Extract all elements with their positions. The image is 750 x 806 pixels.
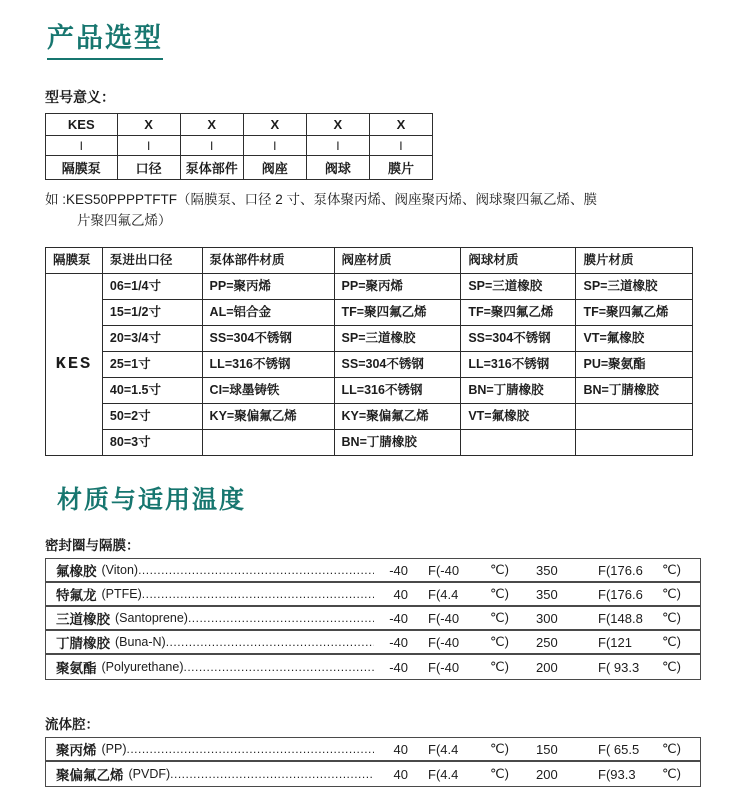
max-temp-f: 300 <box>536 610 558 626</box>
max-temp-f: 250 <box>536 634 558 650</box>
table-cell: 膜片 <box>369 156 432 180</box>
table-cell: 阀座 <box>243 156 306 180</box>
table-cell: PU=聚氨酯 <box>576 352 693 378</box>
material-name-en: (PVDF) <box>128 767 171 781</box>
column-header: 阀球材质 <box>461 248 576 274</box>
celsius-unit: ℃) <box>662 562 681 577</box>
max-temp-f: 150 <box>536 741 558 757</box>
celsius-unit: ℃) <box>490 741 509 756</box>
celsius-unit: ℃) <box>490 634 509 649</box>
seal-diaphragm-label: 密封圈与隔膜： <box>45 538 140 553</box>
celsius-unit: ℃) <box>490 586 509 601</box>
max-temp-c: F( 93.3 <box>598 659 640 675</box>
table-cell: SS=304不锈钢 <box>334 352 461 378</box>
table-cell <box>576 404 693 430</box>
material-name-en: (PP) <box>101 742 127 756</box>
table-cell: TF=聚四氟乙烯 <box>334 300 461 326</box>
example-line: 片聚四氟乙烯） <box>77 213 172 228</box>
table-cell: PP=聚丙烯 <box>202 274 334 300</box>
table-cell: SP=三道橡胶 <box>334 326 461 352</box>
table-row <box>46 559 700 583</box>
table-cell: X <box>180 114 243 136</box>
column-header: 泵体部件材质 <box>202 248 334 274</box>
celsius-unit: ℃) <box>490 562 509 577</box>
table-row <box>46 404 693 430</box>
table-cell: KES <box>46 114 118 136</box>
table-row <box>46 430 693 456</box>
table-cell: 50=2寸 <box>102 404 202 430</box>
max-temp-c: F(176.6 <box>598 562 643 578</box>
min-temp-f: 40 <box>393 586 408 602</box>
min-temp-f: -40 <box>389 562 408 578</box>
celsius-unit: ℃) <box>662 610 681 625</box>
table-cell: AL=铝合金 <box>202 300 334 326</box>
column-header: 膜片材质 <box>576 248 693 274</box>
table-row <box>46 762 700 786</box>
table-cell: I <box>117 136 180 156</box>
material-name: 丁腈橡胶 <box>56 636 110 651</box>
table-cell: 阀球 <box>306 156 369 180</box>
max-temp-c: F(121 <box>598 634 632 650</box>
material-name-en: (Viton) <box>101 563 139 577</box>
celsius-unit: ℃) <box>662 766 681 781</box>
table-cell: 25=1寸 <box>102 352 202 378</box>
dot-leader <box>170 767 374 781</box>
section-title-product-selection: 产品选型 <box>47 16 163 60</box>
table-cell: TF=聚四氟乙烯 <box>576 300 693 326</box>
min-temp-c: F(-40 <box>428 610 460 626</box>
table-cell: X <box>306 114 369 136</box>
dot-leader <box>142 587 374 601</box>
table-cell: LL=316不锈钢 <box>461 352 576 378</box>
table-cell: 20=3/4寸 <box>102 326 202 352</box>
max-temp-c: F(176.6 <box>598 586 643 602</box>
material-name-en: (Buna-N) <box>115 635 166 649</box>
table-row <box>46 738 700 762</box>
table-cell: I <box>243 136 306 156</box>
material-name-en: (PTFE) <box>101 587 142 601</box>
table-cell: X <box>243 114 306 136</box>
column-header: 泵进出口径 <box>102 248 202 274</box>
table-row <box>46 655 700 679</box>
table-cell: KY=聚偏氟乙烯 <box>202 404 334 430</box>
table-cell: SS=304不锈钢 <box>461 326 576 352</box>
table-cell: X <box>117 114 180 136</box>
max-temp-f: 350 <box>536 586 558 602</box>
table-row <box>46 136 433 156</box>
fluid-chamber-label: 流体腔： <box>45 717 99 732</box>
max-temp-f: 200 <box>536 659 558 675</box>
max-temp-c: F(93.3 <box>598 766 636 782</box>
column-header: 隔膜泵 <box>46 248 103 274</box>
table-cell <box>202 430 334 456</box>
material-name-en: (Polyurethane) <box>101 660 184 674</box>
table-cell: I <box>369 136 432 156</box>
min-temp-f: -40 <box>389 659 408 675</box>
dot-leader <box>138 563 374 577</box>
table-row <box>46 156 433 180</box>
table-row <box>46 378 693 404</box>
min-temp-f: -40 <box>389 610 408 626</box>
brand-cell: KES <box>46 274 103 456</box>
table-cell: X <box>369 114 432 136</box>
table-cell: BN=丁腈橡胶 <box>576 378 693 404</box>
min-temp-c: F(4.4 <box>428 741 459 757</box>
celsius-unit: ℃) <box>490 610 509 625</box>
celsius-unit: ℃) <box>662 634 681 649</box>
table-cell: I <box>180 136 243 156</box>
table-row <box>46 607 700 631</box>
table-cell: 80=3寸 <box>102 430 202 456</box>
max-temp-f: 200 <box>536 766 558 782</box>
min-temp-f: 40 <box>393 766 408 782</box>
table-cell: 06=1/4寸 <box>102 274 202 300</box>
table-cell: I <box>46 136 118 156</box>
table-cell: VT=氟橡胶 <box>576 326 693 352</box>
table-cell <box>461 430 576 456</box>
table-cell: BN=丁腈橡胶 <box>461 378 576 404</box>
table-cell <box>576 430 693 456</box>
table-row <box>46 352 693 378</box>
table-row <box>46 583 700 607</box>
table-cell: 泵体部件 <box>180 156 243 180</box>
table-cell: SP=三道橡胶 <box>576 274 693 300</box>
table-row <box>46 631 700 655</box>
model-code-table <box>45 113 433 180</box>
table-row <box>46 326 693 352</box>
min-temp-c: F(-40 <box>428 634 460 650</box>
material-name: 氟橡胶 <box>56 564 97 579</box>
table-row <box>46 274 693 300</box>
material-name: 聚丙烯 <box>56 743 97 758</box>
min-temp-c: F(-40 <box>428 562 460 578</box>
table-row <box>46 300 693 326</box>
max-temp-f: 350 <box>536 562 558 578</box>
table-cell: TF=聚四氟乙烯 <box>461 300 576 326</box>
table-cell: SS=304不锈钢 <box>202 326 334 352</box>
material-name: 聚氨酯 <box>56 661 97 676</box>
celsius-unit: ℃) <box>662 586 681 601</box>
table-cell: LL=316不锈钢 <box>334 378 461 404</box>
material-selection-table <box>45 247 693 456</box>
material-name: 聚偏氟乙烯 <box>56 768 124 783</box>
table-cell: CI=球墨铸铁 <box>202 378 334 404</box>
table-cell: SP=三道橡胶 <box>461 274 576 300</box>
min-temp-c: F(4.4 <box>428 766 459 782</box>
table-cell: PP=聚丙烯 <box>334 274 461 300</box>
material-name: 特氟龙 <box>56 588 97 603</box>
max-temp-c: F( 65.5 <box>598 741 640 757</box>
table-cell: VT=氟橡胶 <box>461 404 576 430</box>
table-header-row <box>46 248 693 274</box>
celsius-unit: ℃) <box>490 766 509 781</box>
dot-leader <box>166 635 374 649</box>
table-cell: 15=1/2寸 <box>102 300 202 326</box>
min-temp-c: F(-40 <box>428 659 460 675</box>
table-cell: BN=丁腈橡胶 <box>334 430 461 456</box>
min-temp-f: 40 <box>393 741 408 757</box>
section-title-material-temperature: 材质与适用温度 <box>57 486 247 514</box>
dot-leader <box>184 660 375 674</box>
table-cell: 口径 <box>117 156 180 180</box>
min-temp-c: F(4.4 <box>428 586 459 602</box>
table-row <box>46 114 433 136</box>
min-temp-f: -40 <box>389 634 408 650</box>
column-header: 阀座材质 <box>334 248 461 274</box>
table-cell: 40=1.5寸 <box>102 378 202 404</box>
table-cell: LL=316不锈钢 <box>202 352 334 378</box>
material-name: 三道橡胶 <box>56 612 110 627</box>
table-cell: 隔膜泵 <box>46 156 118 180</box>
table-cell: I <box>306 136 369 156</box>
celsius-unit: ℃) <box>490 659 509 674</box>
model-meaning-label: 型号意义： <box>45 89 115 105</box>
max-temp-c: F(148.8 <box>598 610 643 626</box>
table-cell: KY=聚偏氟乙烯 <box>334 404 461 430</box>
model-example <box>45 189 705 231</box>
material-name-en: (Santoprene) <box>115 611 188 625</box>
dot-leader <box>188 611 374 625</box>
fluid-temperature-table <box>45 737 701 787</box>
seal-temperature-table <box>45 558 701 680</box>
dot-leader <box>127 742 375 756</box>
celsius-unit: ℃) <box>662 741 681 756</box>
example-line: 如 :KES50PPPPTFTF（隔膜泵、口径 2 寸、泵体聚丙烯、阀座聚丙烯、阀球聚四氟乙烯、膜 <box>45 192 598 207</box>
celsius-unit: ℃) <box>662 659 681 674</box>
